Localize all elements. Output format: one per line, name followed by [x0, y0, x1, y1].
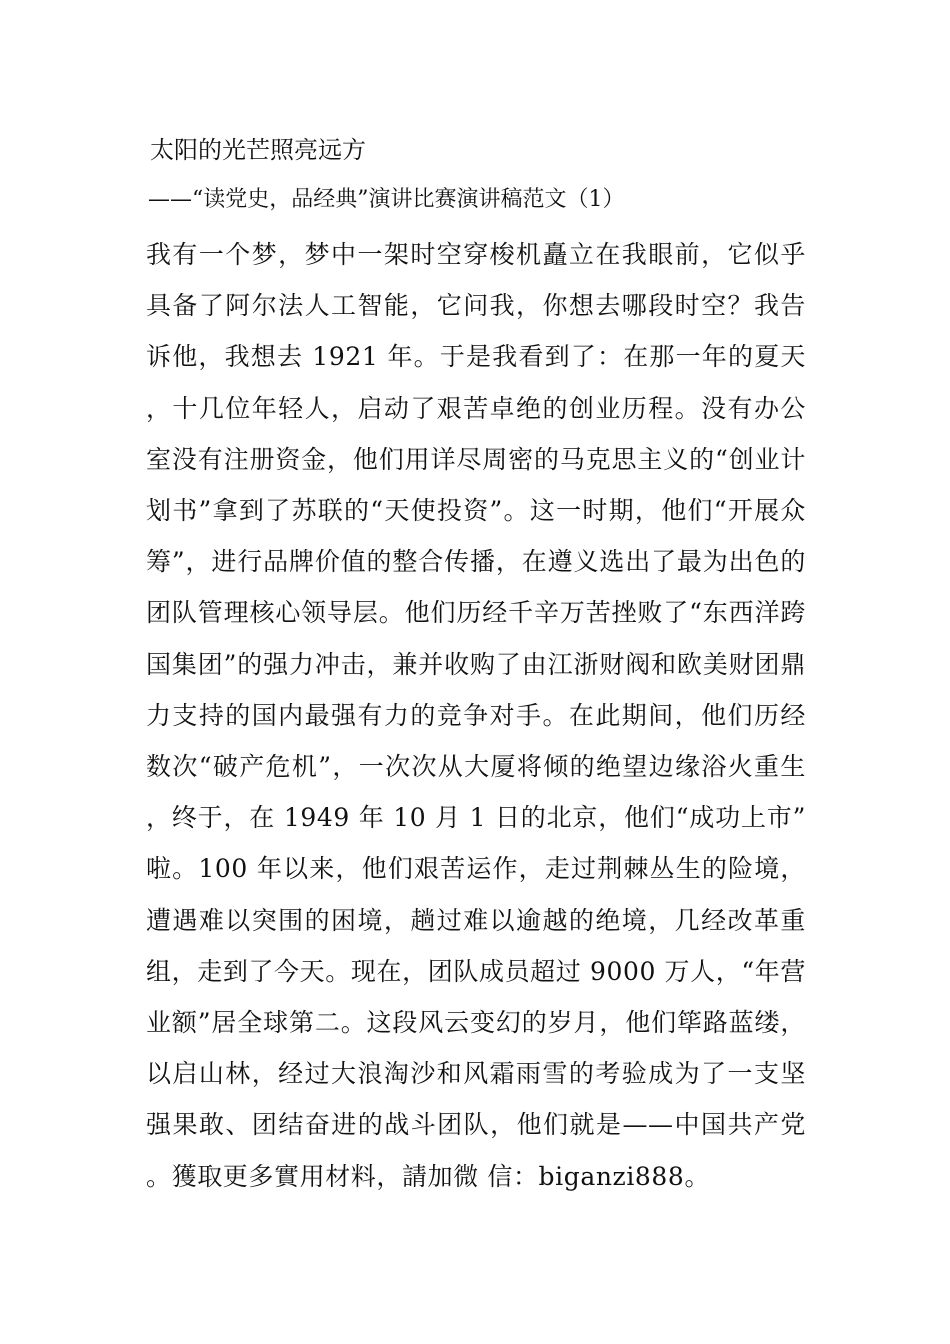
document-subtitle: ——“读党史，品经典”演讲比赛演讲稿范文（1） — [148, 187, 625, 212]
document-title: 太阳的光芒照亮远方 — [150, 136, 366, 164]
body-paragraph: 我有一个梦，梦中一架时空穿梭机矗立在我眼前，它似乎具备了阿尔法人工智能，它问我，你想去哪段时空？我告诉他，我想去 1921 年。于是我看到了：在那一年的夏天，十几位年轻人，启动了艰苦卓绝的创业历程。没有办公室没有注册资金，他们用详尽周密的马克思主义的“创业计划书”拿到了苏联的“天使投资”。这一时期，他们“开展众筹”，进行品牌价值的整合传播，在遵义选出了最为出色的团队管理核心领导层。他们历经千辛万苦挫败了“东西洋跨国集团”的强力冲击，兼并收购了由江浙财阀和欧美财团鼎力支持的国内最强有力的竞争对手。在此期间，他们历经数次“破产危机”，一次次从大厦将倾的绝望边缘浴火重生，终于，在 1949 年 10 月 1 日的北京，他们“成功上市”啦。100 年以来，他们艰苦运作，走过荆棘丛生的险境，遭遇难以突围的困境，趟过难以逾越的绝境，几经改革重组，走到了今天。现在，团队成员超过 9000 万人，“年营业额”居全球第二。这段风云变幻的岁月，他们筚路蓝缕，以启山林，经过大浪淘沙和风霜雨雪的考验成为了一支坚强果敢、团结奋进的战斗团队，他们就是——中国共产党。獲取更多實用材料，請加微 信：biganzi888。 — [146, 240, 806, 1191]
